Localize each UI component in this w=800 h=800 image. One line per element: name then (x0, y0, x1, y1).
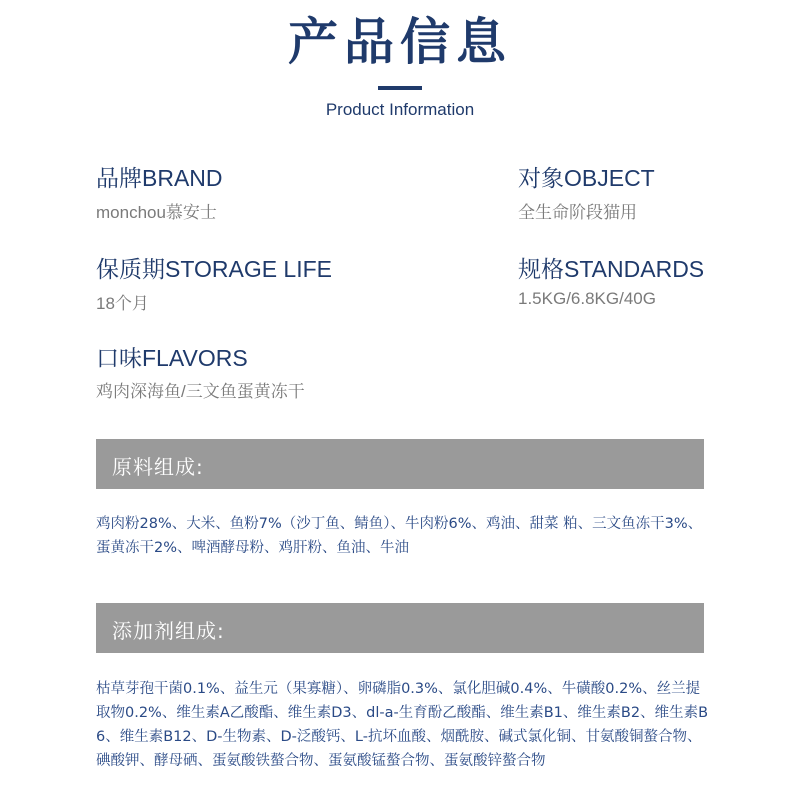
flavors-label: 口味FLAVORS (96, 345, 248, 371)
ingredients-text: 鸡肉粉28%、大米、鱼粉7%（沙丁鱼、鲭鱼）、牛肉粉6%、鸡油、甜菜 粕、三文鱼冻干3%、蛋黄冻干2%、啤酒酵母粉、鸡肝粉、鱼油、牛油 (96, 516, 703, 556)
title-underline (378, 86, 422, 90)
brand-label: 品牌BRAND (96, 165, 223, 191)
object-label: 对象OBJECT (518, 165, 655, 191)
standards-value: 1.5KG/6.8KG/40G (518, 289, 656, 308)
additives-heading: 添加剂组成: (112, 619, 225, 643)
standards-label: 规格STANDARDS (518, 256, 705, 282)
object-value: 全生命阶段猫用 (518, 203, 637, 222)
flavors-value: 鸡肉深海鱼/三文鱼蛋黄冻干 (96, 382, 305, 401)
ingredients-heading: 原料组成: (112, 455, 204, 479)
brand-value: monchou慕安士 (96, 203, 217, 222)
page-subtitle: Product Information (325, 100, 475, 119)
additives-header-bar (96, 603, 704, 653)
ingredients-header-bar (96, 439, 704, 489)
additives-text: 枯草芽孢干菌0.1%、益生元（果寡糖）、卵磷脂0.3%、氯化胆碱0.4%、牛磺酸0.2%、丝兰提取物0.2%、维生素A乙酸酯、维生素D3、dl-a-生育酚乙酸酯、维生素B1、维生素B2、维生素B6、维生素B12、D-生物素、D-泛酸钙、L-抗坏血酸、烟酰胺、碱式氯化铜、甘氨酸铜螯合物、碘酸钾、酵母硒、蛋氨酸铁螯合物、蛋氨酸锰螯合物、蛋氨酸锌螯合物 (96, 681, 709, 769)
storage-life-value: 18个月 (96, 294, 149, 313)
storage-life-label: 保质期STORAGE LIFE (96, 256, 333, 282)
page-title: 产品信息 (288, 13, 512, 71)
